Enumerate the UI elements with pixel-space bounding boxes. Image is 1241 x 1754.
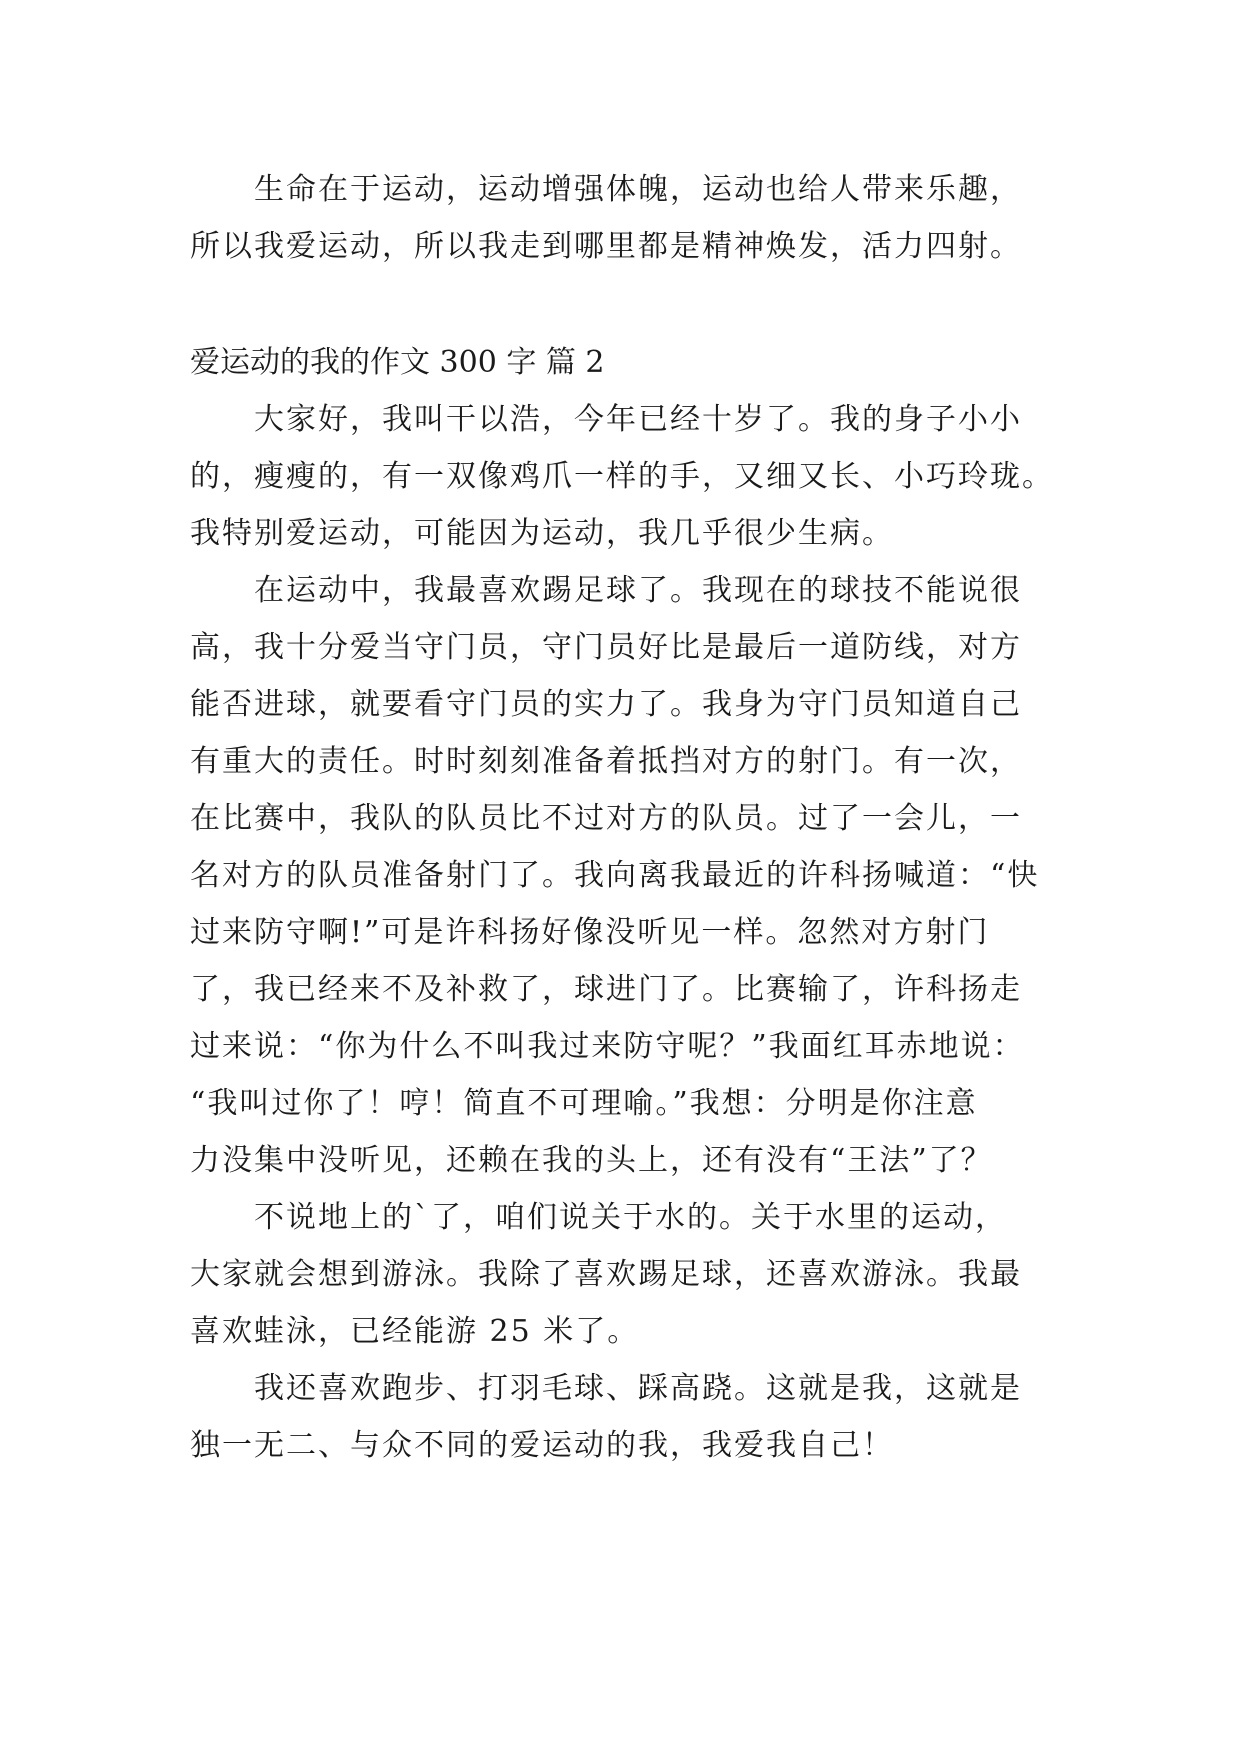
- text-line: 有重大的责任。时时刻刻准备着抵挡对方的射门。有一次，: [190, 744, 1022, 779]
- text-line: 不说地上的`了，咱们说关于水的。关于水里的运动，: [254, 1200, 1007, 1235]
- text-line: 在比赛中，我队的队员比不过对方的队员。过了一会儿，一: [190, 801, 1022, 836]
- text-line: 独一无二、与众不同的爱运动的我，我爱我自己！: [190, 1428, 894, 1463]
- text-line: 名对方的队员准备射门了。我向离我最近的许科扬喊道：“快: [190, 858, 1040, 893]
- text-line: “我叫过你了！哼！简直不可理喻。”我想：分明是你注意: [190, 1086, 978, 1121]
- text-line: 过来说：“你为什么不叫我过来防守呢？”我面红耳赤地说：: [190, 1029, 1025, 1064]
- text-line: 力没集中没听见，还赖在我的头上，还有没有“王法”了？: [190, 1143, 993, 1178]
- text-line: 我特别爱运动，可能因为运动，我几乎很少生病。: [190, 516, 894, 551]
- text-line: 喜欢蛙泳，已经能游 25 米了。: [190, 1314, 640, 1349]
- text-line: 在运动中，我最喜欢踢足球了。我现在的球技不能说很: [254, 573, 1022, 608]
- text-line: 生命在于运动，运动增强体魄，运动也给人带来乐趣，: [254, 172, 1022, 207]
- text-line: 所以我爱运动，所以我走到哪里都是精神焕发，活力四射。: [190, 229, 1022, 264]
- text-line: 过来防守啊!”可是许科扬好像没听见一样。忽然对方射门: [190, 915, 990, 950]
- text-line: 高，我十分爱当守门员，守门员好比是最后一道防线，对方: [190, 630, 1022, 665]
- section-heading: 爱运动的我的作文 300 字 篇 2: [190, 345, 605, 380]
- text-line: 大家就会想到游泳。我除了喜欢踢足球，还喜欢游泳。我最: [190, 1257, 1022, 1292]
- text-line: 能否进球，就要看守门员的实力了。我身为守门员知道自己: [190, 687, 1022, 722]
- text-line: 了，我已经来不及补救了，球进门了。比赛输了，许科扬走: [190, 972, 1022, 1007]
- text-line: 大家好，我叫干以浩，今年已经十岁了。我的身子小小: [254, 402, 1022, 437]
- text-line: 的，瘦瘦的，有一双像鸡爪一样的手，又细又长、小巧玲珑。: [190, 459, 1054, 494]
- text-line: 我还喜欢跑步、打羽毛球、踩高跷。这就是我，这就是: [254, 1371, 1022, 1406]
